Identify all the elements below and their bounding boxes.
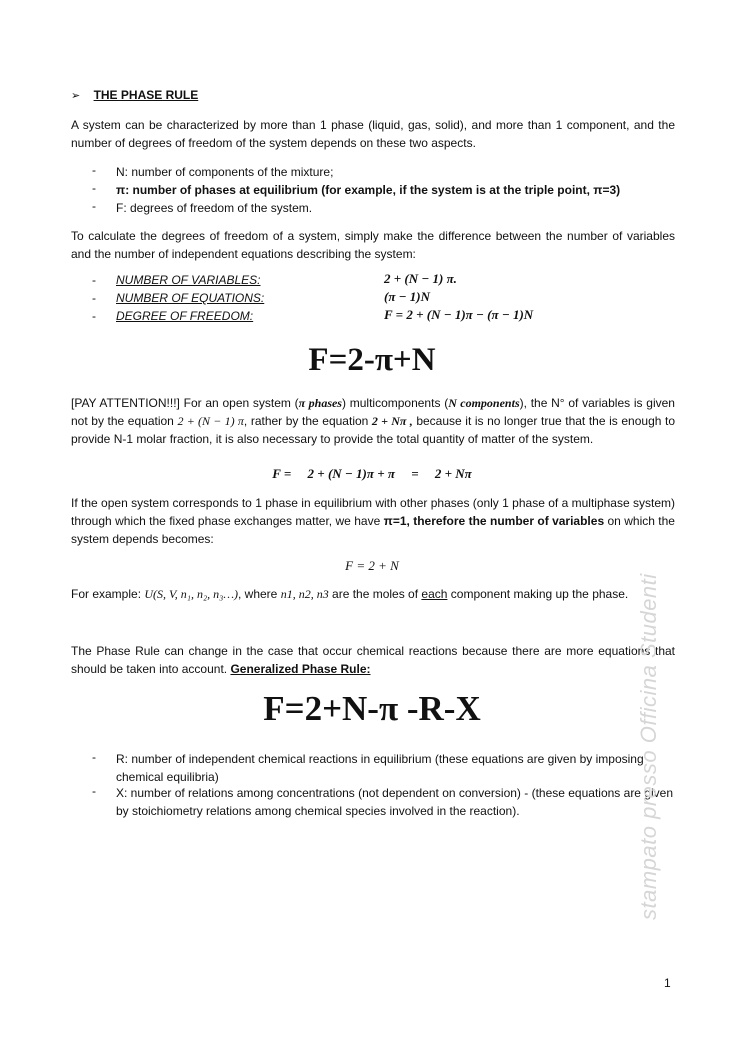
list-dash: - [92,181,96,195]
definition-label: NUMBER OF VARIABLES: [116,273,261,287]
list-dash: - [92,199,96,213]
math-run: 2 + Nπ , [371,414,413,428]
text-run: are the moles of [328,587,422,601]
list-dash: - [92,784,96,798]
arrow-bullet-icon: ➢ [71,90,81,102]
attention-paragraph [71,394,675,448]
definition-label: DEGREE OF FREEDOM: [116,309,254,323]
text-run: [PAY ATTENTION!!!] For an open system ( [71,396,299,410]
generalized-phase-rule-formula: F=2+N-π -R-X [263,689,481,728]
bold-run: π=1, therefore the number of variables [383,514,605,528]
text-run: ) multicomponents ( [341,396,449,410]
example-paragraph [71,585,675,603]
math-run: U(S, V, n₁, n₂, n₃…) [144,587,238,601]
simple-equation: F = 2 + N [345,558,399,573]
bold-underlined-run: Generalized Phase Rule: [230,662,371,676]
text-run: ), the N° of variables is given not by the equation [71,396,675,428]
list-item: X: number of relations among concentrations (not dependent on conversion) - (these equations are given by stoichiometry relations among chemical species involved in the reaction). [116,786,674,818]
list-dash: - [92,273,96,287]
text-run: , where [238,587,281,601]
text-run: The Phase Rule can change in the case that occur chemical reactions because there are more equations that should be taken into account. [71,644,675,676]
text-run: For example: [71,587,145,601]
definition-formula: F = 2 + (N − 1)π − (π − 1)N [384,307,534,322]
watermark: stampato presso Officina Studenti [636,573,661,920]
math-run: n1, n2, n3 [280,587,329,601]
definition-formula: (π − 1)N [384,289,431,304]
text-run: on which the system depends becomes: [71,514,675,546]
list-dash: - [92,163,96,177]
underlined-run: each [421,587,448,601]
math-run: π phases [298,396,342,410]
list-item: N: number of components of the mixture; [116,165,334,179]
list-dash: - [92,750,96,764]
phase-rule-formula: F=2-π+N [308,342,436,378]
list-dash: - [92,309,96,323]
section-heading [71,88,198,102]
text-run: component making up the phase. [447,587,629,601]
definition-label: NUMBER OF EQUATIONS: [116,291,265,305]
reactions-paragraph [71,642,675,678]
text-run: , rather by the equation [243,414,372,428]
definition-formula: 2 + (N − 1) π. [384,271,457,286]
open-system-paragraph [71,494,675,548]
intro-paragraph: A system can be characterized by more than 1 phase (liquid, gas, solid), and more than 1 component, and the number of degrees of freedom of the system depends on these two aspects. [71,118,675,150]
calc-paragraph: To calculate the degrees of freedom of a system, simply make the difference between the number of variables and the number of independent equations describing the system: [71,229,675,261]
math-run: 2 + (N − 1) π [177,414,244,428]
list-item: π: number of phases at equilibrium (for example, if the system is at the triple point, π=3) [116,183,621,197]
page-number: 1 [664,976,671,990]
text-run: If the open system corresponds to 1 phase in equilibrium with other phases (only 1 phase of a multiphase system) through which the fixed phase exchanges matter, we have [71,496,675,528]
open-system-equation: F = 2 + (N − 1)π + π = 2 + Nπ [272,466,472,481]
list-item: F: degrees of freedom of the system. [116,201,313,215]
list-item: R: number of independent chemical reactions in equilibrium (these equations are given by imposing chemical equilibria) [116,752,644,784]
section-title: THE PHASE RULE [93,88,199,102]
list-dash: - [92,291,96,305]
text-run: because it is no longer true that the is enough to provide N-1 molar fraction, it is also necessary to provide the total quantity of matter of the system. [71,414,676,446]
math-run: N components [448,396,520,410]
